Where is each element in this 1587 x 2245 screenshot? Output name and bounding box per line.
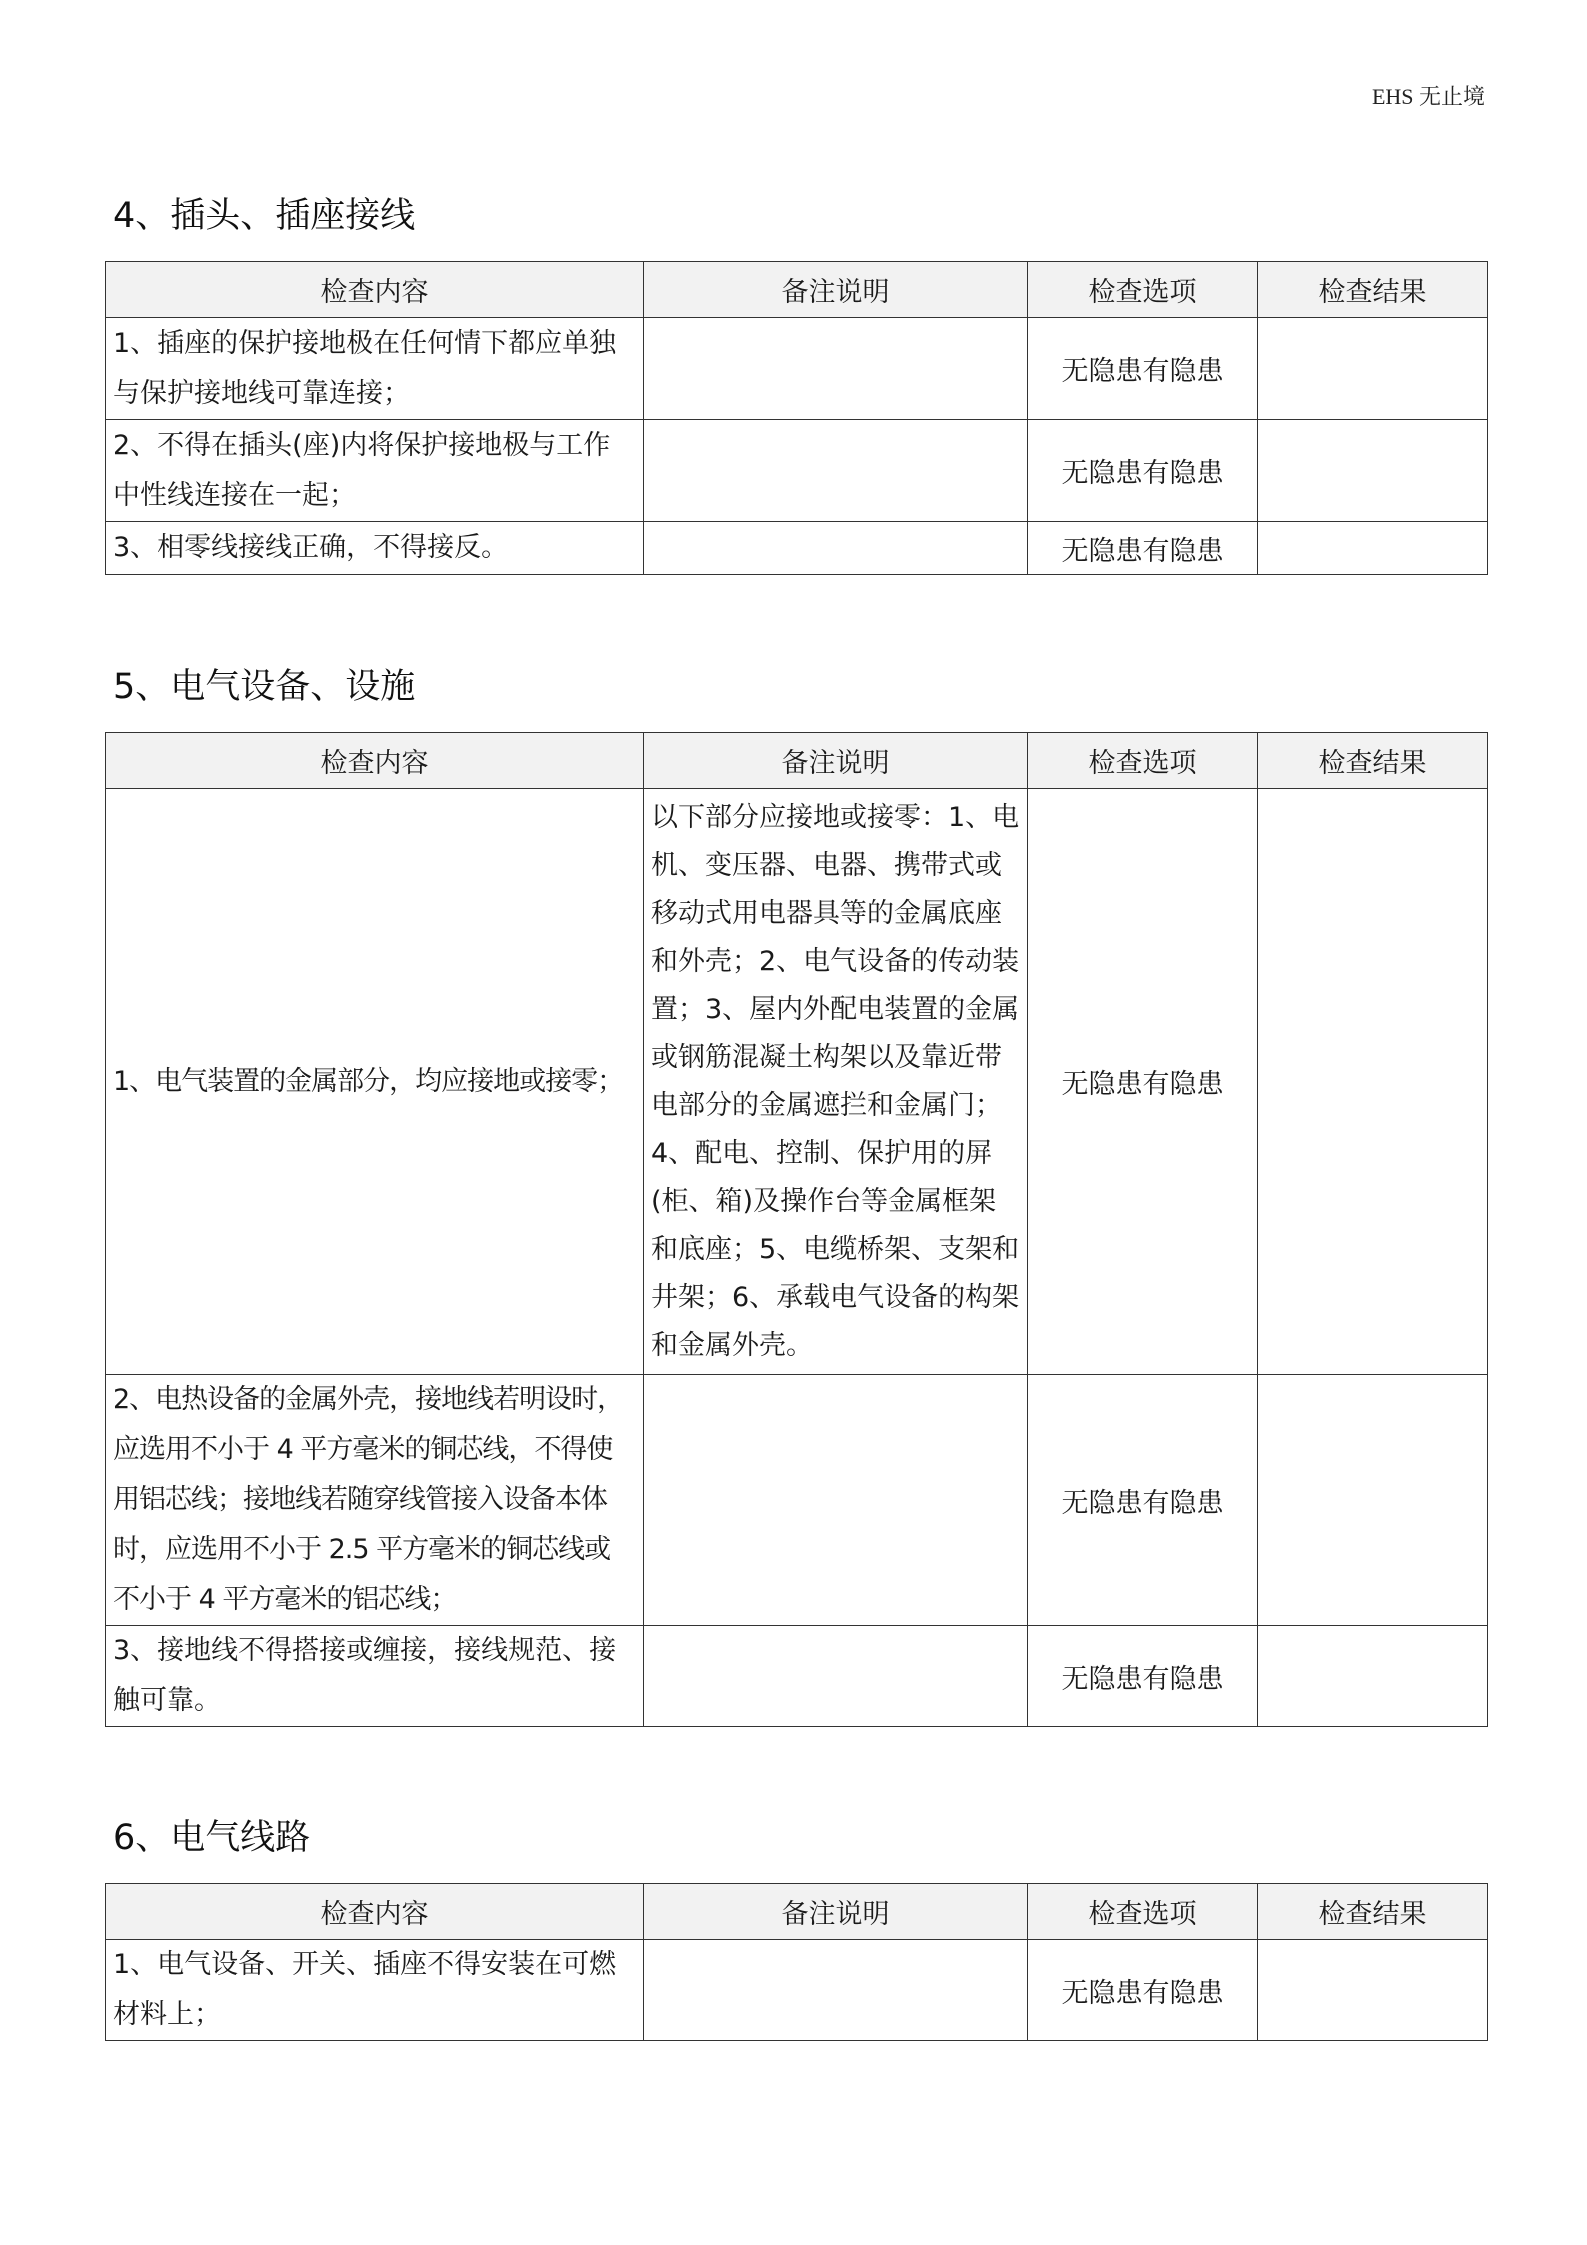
check-option[interactable]: 无隐患有隐患 [1028, 1375, 1258, 1626]
section-electrical-equipment [105, 662, 1487, 1727]
column-header-result: 检查结果 [1258, 1884, 1488, 1940]
table-row [106, 318, 1488, 420]
check-option[interactable]: 无隐患有隐患 [1028, 522, 1258, 575]
check-note[interactable] [644, 1626, 1028, 1727]
check-note[interactable] [644, 1940, 1028, 2041]
check-result[interactable] [1258, 789, 1488, 1375]
check-result[interactable] [1258, 318, 1488, 420]
check-result[interactable] [1258, 420, 1488, 522]
check-note[interactable] [644, 420, 1028, 522]
check-table [105, 1883, 1488, 2041]
table-row [106, 420, 1488, 522]
check-table [105, 261, 1488, 575]
column-header-result: 检查结果 [1258, 733, 1488, 789]
check-content: 1、插座的保护接地极在任何情下都应单独与保护接地线可靠连接； [106, 318, 644, 420]
check-content: 3、相零线接线正确，不得接反。 [106, 522, 644, 575]
check-note[interactable]: 以下部分应接地或接零：1、电机、变压器、电器、携带式或移动式用电器具等的金属底座和外壳；2、电气设备的传动装置；3、屋内外配电装置的金属或钢筋混凝土构架以及靠近带电部分的金属遮拦和金属门；4、配电、控制、保护用的屏(柜、箱)及操作台等金属框架和底座；5、电缆桥架、支架和井架；6、承载电气设备的构架和金属外壳。 [644, 789, 1028, 1375]
table-header-row [106, 262, 1488, 318]
section-title: 4、插头、插座接线 [113, 196, 416, 236]
table-row [106, 1375, 1488, 1626]
check-option[interactable]: 无隐患有隐患 [1028, 789, 1258, 1375]
table-row [106, 789, 1488, 1375]
section-title: 6、电气线路 [113, 1818, 311, 1858]
check-content: 2、不得在插头(座)内将保护接地极与工作中性线连接在一起； [106, 420, 644, 522]
section-title: 5、电气设备、设施 [113, 667, 416, 707]
column-header-result: 检查结果 [1258, 262, 1488, 318]
check-table [105, 732, 1488, 1727]
table-row [106, 1626, 1488, 1727]
column-header-content: 检查内容 [106, 262, 644, 318]
section-electrical-lines [105, 1813, 1487, 2041]
column-header-option: 检查选项 [1028, 733, 1258, 789]
check-option[interactable]: 无隐患有隐患 [1028, 420, 1258, 522]
table-row [106, 522, 1488, 575]
check-content: 3、接地线不得搭接或缠接，接线规范、接触可靠。 [106, 1626, 644, 1727]
column-header-content: 检查内容 [106, 1884, 644, 1940]
check-option[interactable]: 无隐患有隐患 [1028, 1626, 1258, 1727]
check-option[interactable]: 无隐患有隐患 [1028, 1940, 1258, 2041]
check-option[interactable]: 无隐患有隐患 [1028, 318, 1258, 420]
column-header-note: 备注说明 [644, 262, 1028, 318]
column-header-option: 检查选项 [1028, 1884, 1258, 1940]
check-content: 1、电气设备、开关、插座不得安装在可燃材料上； [106, 1940, 644, 2041]
check-result[interactable] [1258, 1626, 1488, 1727]
section-plug-socket-wiring [105, 191, 1487, 575]
column-header-content: 检查内容 [106, 733, 644, 789]
check-content: 1、电气装置的金属部分，均应接地或接零； [106, 789, 644, 1375]
check-note[interactable] [644, 1375, 1028, 1626]
check-result[interactable] [1258, 1375, 1488, 1626]
check-result[interactable] [1258, 522, 1488, 575]
column-header-option: 检查选项 [1028, 262, 1258, 318]
column-header-note: 备注说明 [644, 1884, 1028, 1940]
table-header-row [106, 733, 1488, 789]
table-row [106, 1940, 1488, 2041]
column-header-note: 备注说明 [644, 733, 1028, 789]
page-header: EHS 无止境 [1371, 84, 1485, 109]
check-content: 2、电热设备的金属外壳，接地线若明设时，应选用不小于 4 平方毫米的铜芯线，不得使用铝芯线；接地线若随穿线管接入设备本体时，应选用不小于 2.5 平方毫米的铜芯线或不小于 4 平方毫米的铝芯线； [106, 1375, 644, 1626]
check-result[interactable] [1258, 1940, 1488, 2041]
table-header-row [106, 1884, 1488, 1940]
check-note[interactable] [644, 522, 1028, 575]
check-note[interactable] [644, 318, 1028, 420]
